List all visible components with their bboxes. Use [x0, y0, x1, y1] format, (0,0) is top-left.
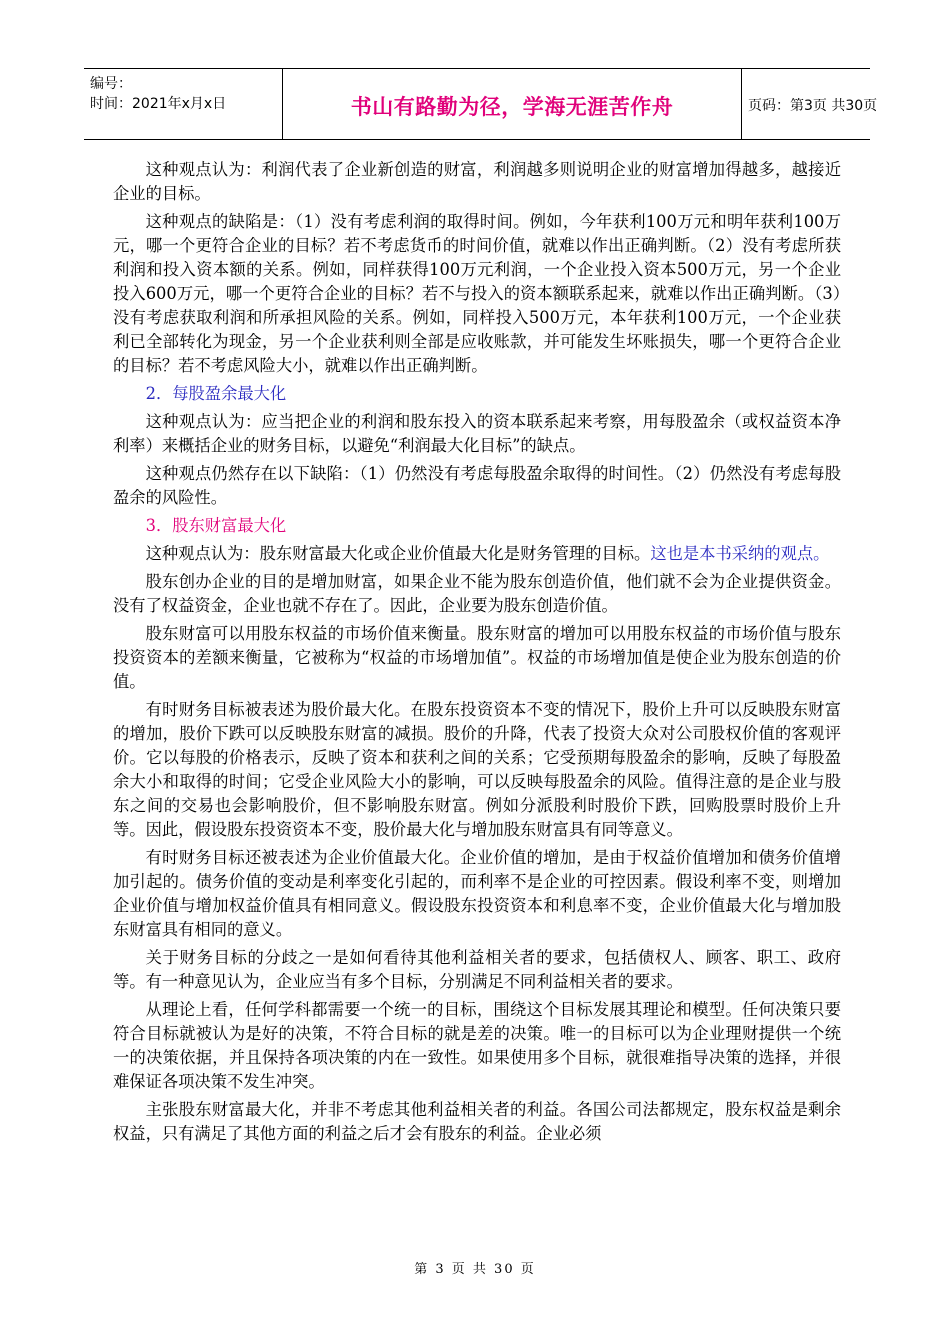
paragraph: 这种观点的缺陷是：（1）没有考虑利润的取得时间。例如，今年获利100万元和明年获利100万元，哪一个更符合企业的目标？若不考虑货币的时间价值，就难以作出正确判断。（2）没有考虑所获利润和投入资本额的关系。例如，同样获得100万元利润，一个企业投入资本500万元，另一个企业投入600万元，哪一个更符合企业的目标？若不与投入的资本额联系起来，就难以作出正确判断。（3）没有考虑获取利润和所承担风险的关系。例如，同样投入500万元，本年获利100万元，一个企业获利已全部转化为现金，另一个企业获利则全部是应收账款，并可能发生坏账损失，哪一个更符合企业的目标？若不考虑风险大小，就难以作出正确判断。 [113, 212, 841, 375]
header-page-info: 页码：第3页 共30页 [748, 98, 878, 114]
header-page-cell [740, 69, 878, 139]
paragraph: 有时财务目标被表述为股价最大化。在股东投资资本不变的情况下，股价上升可以反映股东财富的增加，股价下跌可以反映股东财富的减损。股价的升降，代表了投资大众对公司股权价值的客观评价。它以每股的价格表示，反映了资本和获利之间的关系；它受预期每股盈余的影响，反映了每股盈余大小和取得的时间；它受企业风险大小的影响，可以反映每股盈余的风险。值得注意的是企业与股东之间的交易也会影响股价，但不影响股东财富。例如分派股利时股价下跌，回购股票时股价上升等。因此，假设股东投资资本不变，股价最大化与增加股东财富具有同等意义。 [113, 700, 841, 839]
header-left-cell [84, 69, 282, 139]
paragraph: 有时财务目标还被表述为企业价值最大化。企业价值的增加，是由于权益价值增加和债务价值增加引起的。债务价值的变动是利率变化引起的，而利率不是企业的可控因素。假设利率不变，则增加企业价值与增加权益价值具有相同意义。假设股东投资资本和利息率不变，企业价值最大化与增加股东财富具有相同的意义。 [113, 848, 841, 939]
section-heading-shareholder-wealth: 3．股东财富最大化 [145, 516, 287, 535]
body-text [113, 158, 841, 1150]
paragraph: 主张股东财富最大化，并非不考虑其他利益相关者的利益。各国公司法都规定，股东权益是剩余权益，只有满足了其他方面的利益之后才会有股东的利益。企业必须 [113, 1100, 841, 1143]
paragraph: 从理论上看，任何学科都需要一个统一的目标，围绕这个目标发展其理论和模型。任何决策只要符合目标就被认为是好的决策，不符合目标的就是差的决策。唯一的目标可以为企业理财提供一个统一的决策依据，并且保持各项决策的内在一致性。如果使用多个目标，就很难指导决策的选择，并很难保证各项决策不发生冲突。 [113, 1000, 841, 1091]
header-motto: 书山有路勤为径，学海无涯苦作舟 [350, 95, 674, 119]
paragraph: 这种观点认为：利润代表了企业新创造的财富，利润越多则说明企业的财富增加得越多，越接近企业的目标。 [113, 160, 841, 203]
paragraph: 股东财富可以用股东权益的市场价值来衡量。股东财富的增加可以用股东权益的市场价值与股东投资资本的差额来衡量，它被称为“权益的市场增加值”。权益的市场增加值是使企业为股东创造的价值。 [113, 624, 841, 691]
paragraph: 这种观点仍然存在以下缺陷：（1）仍然没有考虑每股盈余取得的时间性。（2）仍然没有考虑每股盈余的风险性。 [113, 464, 841, 507]
paragraph-text: 这种观点认为：股东财富最大化或企业价值最大化是财务管理的目标。 [145, 544, 651, 563]
page-header [84, 68, 878, 140]
section-heading-eps: 2．每股盈余最大化 [145, 384, 287, 403]
document-date: 时间：2021年x月x日 [90, 96, 227, 112]
highlighted-text: 这也是本书采纳的观点。 [650, 544, 830, 563]
paragraph: 关于财务目标的分歧之一是如何看待其他利益相关者的要求，包括债权人、顾客、职工、政府等。有一种意见认为，企业应当有多个目标，分别满足不同利益相关者的要求。 [113, 948, 841, 991]
paragraph: 这种观点认为：应当把企业的利润和股东投入的资本联系起来考察，用每股盈余（或权益资本净利率）来概括企业的财务目标，以避免“利润最大化目标”的缺点。 [113, 412, 841, 455]
paragraph [113, 542, 841, 566]
page-footer: 第 3 页 共 30 页 [414, 1262, 536, 1277]
header-motto-cell [282, 69, 742, 139]
paragraph: 股东创办企业的目的是增加财富，如果企业不能为股东创造价值，他们就不会为企业提供资金。没有了权益资金，企业也就不存在了。因此，企业要为股东创造价值。 [113, 572, 841, 615]
document-number-label: 编号： [90, 76, 132, 92]
